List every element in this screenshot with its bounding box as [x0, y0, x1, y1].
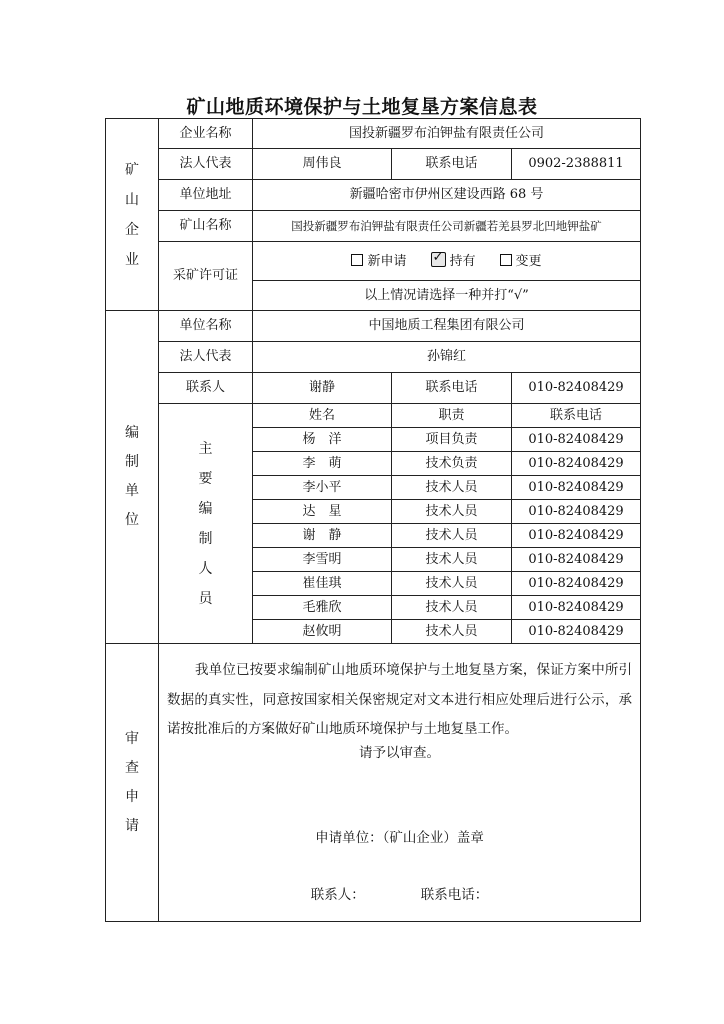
mine-name-value: 国投新疆罗布泊钾盐有限责任公司新疆若羌县罗北凹地钾盐矿 [253, 211, 641, 242]
mine-phone-value: 0902-2388811 [512, 149, 641, 180]
staff-phone: 010-82408429 [512, 620, 641, 644]
staff-phone: 010-82408429 [512, 596, 641, 620]
staff-header-phone: 联系电话 [512, 404, 641, 428]
company-name-label: 企业名称 [159, 119, 253, 149]
staff-phone: 010-82408429 [512, 524, 641, 548]
checkbox-holding[interactable] [431, 252, 446, 267]
option-new-application-label: 新申请 [367, 254, 407, 269]
staff-name: 杨 洋 [253, 428, 392, 452]
staff-name: 谢 静 [253, 524, 392, 548]
form-title: 矿山地质环境保护与土地复垦方案信息表 [186, 96, 538, 118]
unit-name-label: 单位名称 [159, 311, 253, 342]
address-row [106, 180, 641, 211]
staff-role: 项目负责 [392, 428, 512, 452]
staff-header-role: 职责 [392, 404, 512, 428]
mine-legal-rep-row [106, 149, 641, 180]
address-value: 新疆哈密市伊州区建设西路 68 号 [253, 180, 641, 211]
staff-role: 技术人员 [392, 620, 512, 644]
staff-role: 技术人员 [392, 596, 512, 620]
license-options [253, 242, 641, 281]
license-note: 以上情况请选择一种并打“√” [253, 281, 641, 311]
staff-name: 赵攸明 [253, 620, 392, 644]
unit-phone-value: 010-82408429 [512, 373, 641, 404]
staff-phone: 010-82408429 [512, 476, 641, 500]
staff-role: 技术人员 [392, 476, 512, 500]
contact-value: 谢静 [253, 373, 392, 404]
unit-legal-rep-label: 法人代表 [159, 342, 253, 373]
compile-section-label: 编制单位 [125, 425, 139, 528]
review-contact-label: 联系人： [310, 887, 365, 903]
contact-signature-line [159, 887, 640, 903]
mine-section-label-cell [106, 119, 159, 311]
option-new-application[interactable] [351, 254, 406, 269]
checkbox-change[interactable] [500, 254, 512, 266]
option-holding-label: 持有 [449, 254, 476, 269]
staff-role: 技术人员 [392, 500, 512, 524]
staff-name: 李小平 [253, 476, 392, 500]
staff-role: 技术人员 [392, 524, 512, 548]
checkbox-new-application[interactable] [351, 254, 363, 266]
review-section-label: 审查申请 [125, 730, 139, 834]
option-change[interactable] [500, 254, 542, 269]
compile-section-label-cell [106, 311, 159, 644]
mine-name-label: 矿山名称 [159, 211, 253, 242]
contact-row [106, 373, 641, 404]
staff-label: 主要编制人员 [198, 440, 213, 607]
staff-role: 技术负责 [392, 452, 512, 476]
review-content [159, 644, 641, 922]
staff-label-cell [159, 404, 253, 644]
mine-phone-label: 联系电话 [392, 149, 512, 180]
staff-header-name: 姓名 [253, 404, 392, 428]
review-request: 请予以审查。 [359, 744, 441, 761]
mine-name-row [106, 211, 641, 242]
review-phone-label: 联系电话： [420, 887, 489, 903]
review-row [106, 644, 641, 922]
staff-phone: 010-82408429 [512, 548, 641, 572]
staff-name: 李 萌 [253, 452, 392, 476]
address-label: 单位地址 [159, 180, 253, 211]
staff-role: 技术人员 [392, 548, 512, 572]
license-label: 采矿许可证 [159, 242, 253, 311]
staff-name: 毛雅欣 [253, 596, 392, 620]
staff-role: 技术人员 [392, 572, 512, 596]
review-section-label-cell [106, 644, 159, 922]
license-options-row [106, 242, 641, 281]
option-holding[interactable] [431, 254, 476, 269]
review-statement: 我单位已按要求编制矿山地质环境保护与土地复垦方案，保证方案中所引数据的真实性，同意按国家相关保密规定对文本进行相应处理后进行公示，承诺按批准后的方案做好矿山地质环境保护与土地复垦工作。 [167, 662, 633, 737]
staff-name: 李雪明 [253, 548, 392, 572]
applicant-signature-line: 申请单位：（矿山企业）盖章 [315, 830, 484, 846]
staff-name: 崔佳琪 [253, 572, 392, 596]
unit-name-value: 中国地质工程集团有限公司 [253, 311, 641, 342]
unit-name-row [106, 311, 641, 342]
staff-name: 达 星 [253, 500, 392, 524]
option-change-label: 变更 [515, 254, 542, 269]
staff-phone: 010-82408429 [512, 500, 641, 524]
contact-label: 联系人 [159, 373, 253, 404]
info-table [105, 118, 641, 922]
staff-phone: 010-82408429 [512, 428, 641, 452]
mine-legal-rep-label: 法人代表 [159, 149, 253, 180]
staff-phone: 010-82408429 [512, 572, 641, 596]
unit-legal-rep-value: 孙锦红 [253, 342, 641, 373]
company-name-value: 国投新疆罗布泊钾盐有限责任公司 [253, 119, 641, 149]
company-name-row [106, 119, 641, 149]
staff-header-row [106, 404, 641, 428]
unit-legal-rep-row [106, 342, 641, 373]
unit-phone-label: 联系电话 [392, 373, 512, 404]
staff-phone: 010-82408429 [512, 452, 641, 476]
mine-legal-rep-value: 周伟良 [253, 149, 392, 180]
mine-section-label: 矿山企业 [125, 161, 139, 268]
